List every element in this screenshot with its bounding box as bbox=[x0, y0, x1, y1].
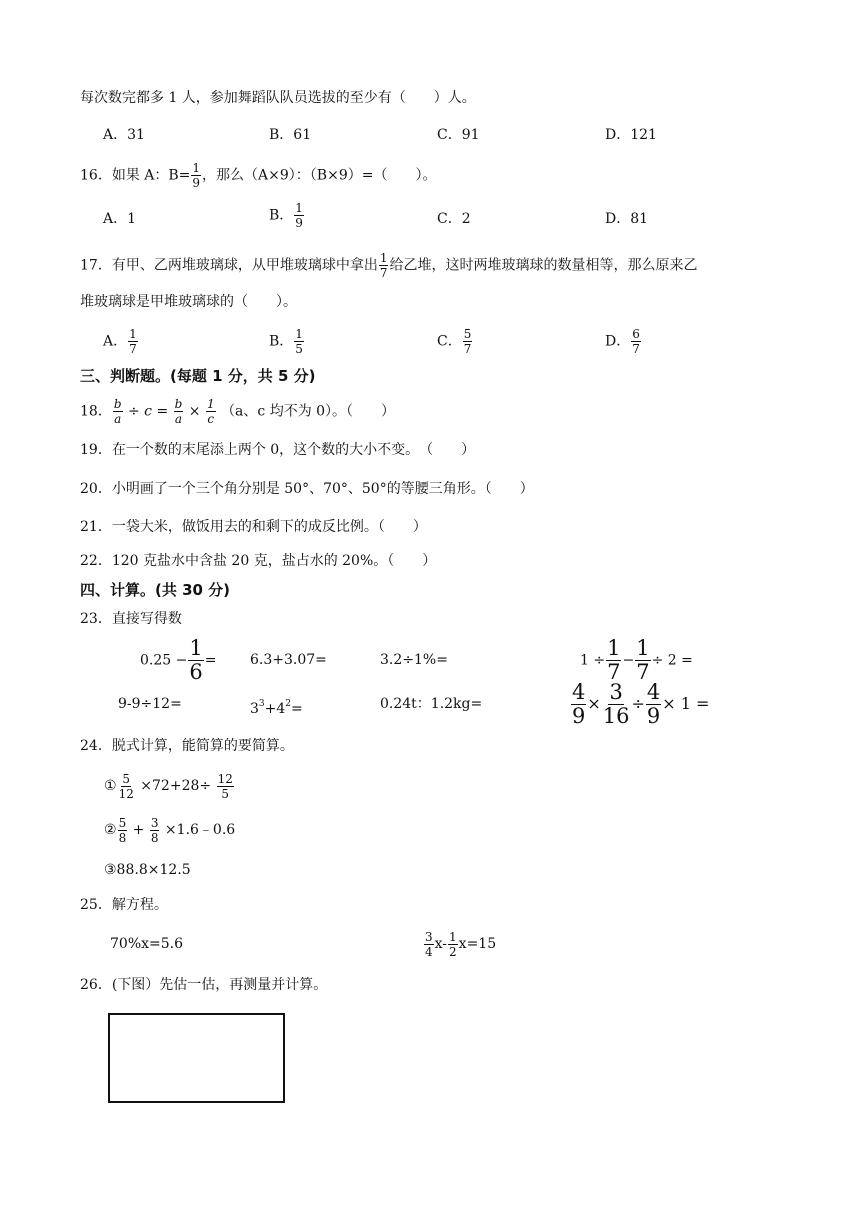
q17-fraction bbox=[379, 252, 389, 279]
q18-fraction-1c bbox=[206, 398, 216, 425]
q23-e6-sup-b: 2 bbox=[285, 699, 292, 709]
q17-post: 给乙堆，这时两堆玻璃球的数量相等，那么原来乙 bbox=[389, 257, 698, 274]
q25-e2-mid: x- bbox=[434, 936, 448, 952]
q24-i2-fraction-2 bbox=[150, 817, 160, 844]
q25-e2-num2: 1 bbox=[449, 929, 457, 944]
q16-den: 9 bbox=[192, 176, 201, 190]
q23-question: 23．直接写得数 bbox=[80, 611, 182, 627]
q23-e8-num3: 4 bbox=[646, 680, 661, 704]
q23-e8-post: × 1 = bbox=[662, 694, 710, 713]
q18-c: c bbox=[144, 403, 152, 420]
q17-option-a[interactable] bbox=[103, 328, 139, 355]
q17-option-b-fraction bbox=[294, 328, 304, 355]
q23-e8-fraction-1 bbox=[571, 682, 586, 727]
q23-expr-1 bbox=[140, 638, 216, 683]
q18-1c-den: c bbox=[207, 412, 215, 426]
q24-i2-mid: + bbox=[128, 822, 149, 838]
q17-option-d-fraction bbox=[631, 328, 641, 355]
q23-e1-num: 1 bbox=[189, 636, 203, 660]
q18-1c-num: 1 bbox=[206, 397, 215, 411]
q17-option-d-num: 6 bbox=[632, 327, 640, 341]
q23-e8-num2: 3 bbox=[609, 680, 623, 704]
q18-question bbox=[80, 398, 395, 425]
q16-option-b-label: B． bbox=[269, 207, 294, 224]
q23-e1-pre: 0.25 − bbox=[140, 652, 188, 669]
q16-option-b-den: 9 bbox=[295, 216, 303, 230]
q23-expr-7: 0.24t：1.2kg= bbox=[380, 696, 483, 712]
q16-option-b[interactable] bbox=[269, 202, 305, 229]
q24-i1-fraction-2 bbox=[217, 773, 234, 800]
q25-e2-fraction-1 bbox=[424, 931, 434, 958]
q25-e2-den2: 2 bbox=[449, 944, 457, 959]
q18-div: ÷ bbox=[127, 403, 140, 420]
q23-e8-fraction-3 bbox=[646, 682, 661, 727]
q17-option-c-fraction bbox=[463, 328, 473, 355]
q16-question bbox=[80, 162, 436, 189]
q18-ba-den: a bbox=[114, 412, 122, 426]
measure-rectangle bbox=[108, 1013, 285, 1103]
q23-e4-den2: 7 bbox=[636, 660, 650, 684]
q18-ba2-num: b bbox=[174, 397, 183, 411]
q24-i1-num1: 5 bbox=[122, 771, 131, 786]
q23-e4-num2: 1 bbox=[636, 636, 650, 660]
q23-e6-b: +4 bbox=[264, 701, 286, 717]
q18-fraction-ba-2 bbox=[174, 398, 184, 425]
q15-option-b[interactable]: B．61 bbox=[269, 127, 312, 143]
q16-post: ，那么（A×9）：（B×9）=（ ）。 bbox=[202, 167, 437, 184]
q16-pre: 16．如果 A：B= bbox=[80, 167, 191, 184]
q23-expr-3: 3.2÷1%= bbox=[380, 652, 448, 668]
q24-i2-post: ×1.6﹣0.6 bbox=[160, 822, 236, 838]
q23-e8-op2: ÷ bbox=[631, 694, 645, 713]
q23-e4-fraction-2 bbox=[635, 638, 650, 683]
q16-num: 1 bbox=[192, 161, 201, 175]
q25-e2-num1: 3 bbox=[425, 929, 433, 944]
q17-option-d[interactable] bbox=[605, 328, 642, 355]
q18-ba2-den: a bbox=[174, 412, 183, 426]
q25-e2-fraction-2 bbox=[448, 931, 458, 958]
q17-option-c-label: C． bbox=[437, 333, 462, 350]
q24-i2-mark: ② bbox=[104, 822, 117, 838]
q16-option-b-fraction bbox=[294, 202, 304, 229]
section-4-heading: 四、计算。(共 30 分) bbox=[80, 581, 231, 599]
q21-question: 21．一袋大米，做饭用去的和剩下的成反比例。（ ） bbox=[80, 519, 427, 535]
q20-question: 20．小明画了一个三个角分别是 50°、70°、50°的等腰三角形。（ ） bbox=[80, 481, 534, 497]
q17-option-b[interactable] bbox=[269, 328, 305, 355]
q17-question-line2: 堆玻璃球是甲堆玻璃球的（ ）。 bbox=[80, 294, 297, 310]
q17-question-line1 bbox=[80, 252, 697, 279]
q23-e8-op1: × bbox=[587, 694, 601, 713]
q16-option-c[interactable]: C．2 bbox=[437, 211, 471, 227]
q17-den: 7 bbox=[379, 266, 388, 280]
q19-question: 19．在一个数的末尾添上两个 0，这个数的大小不变。 （ ） bbox=[80, 442, 476, 458]
q24-i2-den2: 8 bbox=[150, 830, 159, 845]
q16-option-a[interactable]: A．1 bbox=[103, 211, 137, 227]
q22-question: 22．120 克盐水中含盐 20 克，盐占水的 20%。（ ） bbox=[80, 553, 437, 569]
q23-expr-2: 6.3+3.07= bbox=[250, 652, 327, 668]
q16-option-b-num: 1 bbox=[295, 201, 303, 215]
q24-i1-fraction-1 bbox=[118, 773, 135, 800]
q17-option-d-label: D． bbox=[605, 333, 631, 350]
q23-e4-pre: 1 ÷ bbox=[580, 652, 606, 669]
q23-e8-den2: 16 bbox=[602, 704, 630, 728]
q24-item-3: ③88.8×12.5 bbox=[104, 862, 191, 878]
q24-i2-fraction-1 bbox=[118, 817, 128, 844]
q17-option-c-den: 7 bbox=[463, 342, 472, 356]
q17-pre: 17．有甲、乙两堆玻璃球，从甲堆玻璃球中拿出 bbox=[80, 257, 378, 274]
q23-e8-num1: 4 bbox=[572, 680, 586, 704]
q24-i2-num1: 5 bbox=[118, 815, 127, 830]
q17-option-a-fraction bbox=[128, 328, 138, 355]
q23-e1-fraction bbox=[188, 638, 203, 683]
q23-e4-post: ÷ 2 = bbox=[651, 652, 693, 669]
q23-e4-den1: 7 bbox=[607, 660, 621, 684]
q18-times: × bbox=[188, 403, 201, 420]
section-3-heading: 三、判断题。(每题 1 分，共 5 分) bbox=[80, 367, 316, 385]
q24-item-2 bbox=[104, 812, 235, 848]
q17-option-a-num: 1 bbox=[129, 327, 137, 341]
q18-post: （a、c 均不为 0）。（ ） bbox=[221, 403, 396, 420]
q16-fraction bbox=[191, 162, 201, 189]
q23-e4-fraction-1 bbox=[606, 638, 621, 683]
q23-e8-den3: 9 bbox=[646, 704, 661, 728]
q17-option-b-label: B． bbox=[269, 333, 294, 350]
q24-i2-num2: 3 bbox=[150, 815, 159, 830]
q18-ba-num: b bbox=[113, 397, 122, 411]
q15-option-d[interactable]: D．121 bbox=[605, 127, 657, 143]
q16-option-d[interactable]: D．81 bbox=[605, 211, 649, 227]
q25-eq-1: 70%x=5.6 bbox=[110, 936, 184, 952]
q24-i1-den1: 12 bbox=[118, 786, 134, 801]
q23-expr-5: 9-9÷12= bbox=[118, 696, 182, 712]
q23-e8-den1: 9 bbox=[572, 704, 586, 728]
q17-option-b-num: 1 bbox=[295, 327, 303, 341]
q25-e2-den1: 4 bbox=[425, 944, 433, 959]
q15-tail: 每次数完都多 1 人，参加舞蹈队队员选拔的至少有（ ）人。 bbox=[80, 90, 476, 106]
q24-i2-den1: 8 bbox=[118, 830, 127, 845]
q23-e6-c: = bbox=[291, 701, 303, 717]
q18-num: 18． bbox=[80, 403, 112, 420]
q17-option-c[interactable] bbox=[437, 328, 473, 355]
q17-option-a-den: 7 bbox=[129, 342, 137, 356]
q24-i1-mark: ① bbox=[104, 778, 117, 794]
q24-i1-num2: 12 bbox=[217, 771, 233, 786]
q24-question: 24．脱式计算，能简算的要简算。 bbox=[80, 738, 294, 754]
q23-e4-num1: 1 bbox=[607, 636, 621, 660]
q23-e4-mid: − bbox=[622, 652, 635, 669]
q15-option-a[interactable]: A．31 bbox=[103, 127, 145, 143]
q17-option-c-num: 5 bbox=[463, 327, 472, 341]
q23-e6-sup-a: 3 bbox=[258, 699, 265, 709]
q17-option-a-label: A． bbox=[103, 333, 128, 350]
q18-eq: = bbox=[156, 403, 169, 420]
q23-e6-a: 3 bbox=[250, 701, 259, 717]
q15-option-c[interactable]: C．91 bbox=[437, 127, 480, 143]
q23-expr-8 bbox=[570, 682, 709, 727]
q17-option-d-den: 7 bbox=[632, 342, 640, 356]
q18-fraction-ba bbox=[113, 398, 123, 425]
q24-i1-den2: 5 bbox=[221, 786, 230, 801]
q25-e2-post: x=15 bbox=[458, 936, 497, 952]
q23-expr-4 bbox=[580, 638, 693, 683]
q23-expr-6 bbox=[250, 694, 303, 719]
q26-question: 26．(下图）先估一估，再测量并计算。 bbox=[80, 977, 328, 993]
q24-i1-mid: ×72+28÷ bbox=[135, 778, 216, 794]
q23-e8-fraction-2 bbox=[602, 682, 631, 727]
q24-item-1 bbox=[104, 768, 235, 804]
q23-e1-post: = bbox=[204, 652, 217, 669]
q23-e1-den: 6 bbox=[189, 660, 203, 684]
q17-option-b-den: 5 bbox=[295, 342, 303, 356]
q25-question: 25．解方程。 bbox=[80, 897, 168, 913]
q17-num: 1 bbox=[379, 251, 388, 265]
q25-eq-2 bbox=[423, 926, 496, 962]
